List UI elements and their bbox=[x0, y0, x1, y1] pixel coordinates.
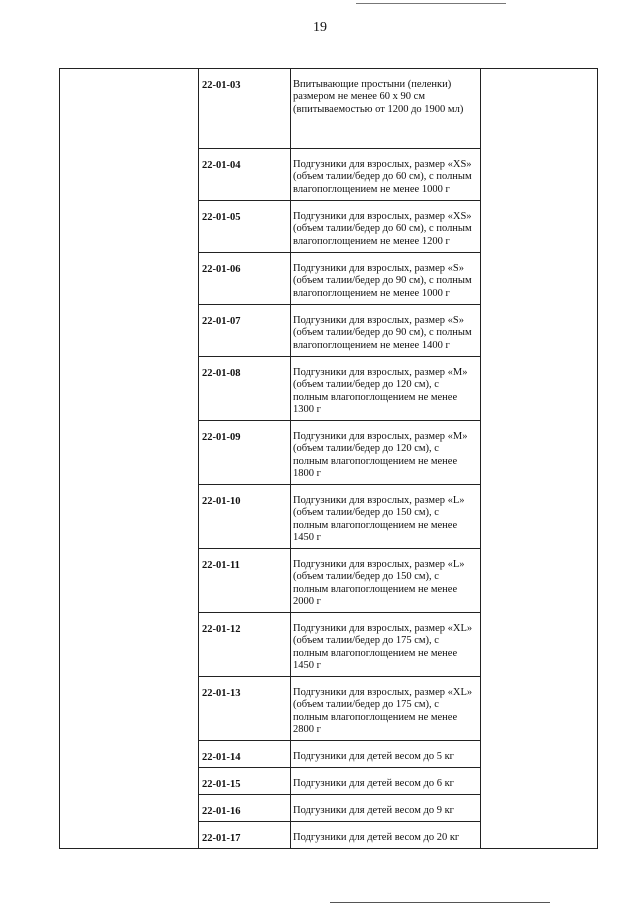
row-description: Подгузники для взрослых, размер «XL» (объем талии/бедер до 175 см), с полным влагопоглощением не менее 1450 г bbox=[291, 613, 481, 677]
scan-edge-line-top bbox=[356, 3, 506, 4]
row-description: Подгузники для взрослых, размер «S» (объем талии/бедер до 90 см), с полным влагопоглощением не менее 1000 г bbox=[291, 253, 481, 305]
left-empty-column bbox=[60, 69, 199, 849]
right-empty-column bbox=[481, 69, 598, 849]
row-code: 22-01-14 bbox=[199, 741, 291, 768]
row-description: Подгузники для взрослых, размер «M» (объем талии/бедер до 120 см), с полным влагопоглощением не менее 1800 г bbox=[291, 421, 481, 485]
row-code: 22-01-08 bbox=[199, 357, 291, 421]
scan-edge-line-bottom bbox=[330, 902, 550, 903]
row-code: 22-01-12 bbox=[199, 613, 291, 677]
row-code: 22-01-10 bbox=[199, 485, 291, 549]
row-code: 22-01-17 bbox=[199, 822, 291, 849]
row-description: Подгузники для взрослых, размер «L» (объем талии/бедер до 150 см), с полным влагопоглощением не менее 1450 г bbox=[291, 485, 481, 549]
row-code: 22-01-11 bbox=[199, 549, 291, 613]
row-code: 22-01-16 bbox=[199, 795, 291, 822]
row-description: Впитывающие простыни (пеленки) размером не менее 60 х 90 см (впитываемостью от 1200 до 1900 мл) bbox=[291, 69, 481, 149]
row-code: 22-01-07 bbox=[199, 305, 291, 357]
row-description: Подгузники для взрослых, размер «S» (объем талии/бедер до 90 см), с полным влагопоглощением не менее 1400 г bbox=[291, 305, 481, 357]
row-description: Подгузники для взрослых, размер «L» (объем талии/бедер до 150 см), с полным влагопоглощением не менее 2000 г bbox=[291, 549, 481, 613]
row-description: Подгузники для детей весом до 5 кг bbox=[291, 741, 481, 768]
row-description: Подгузники для взрослых, размер «XS» (объем талии/бедер до 60 см), с полным влагопоглощением не менее 1000 г bbox=[291, 149, 481, 201]
row-description: Подгузники для детей весом до 9 кг bbox=[291, 795, 481, 822]
row-code: 22-01-13 bbox=[199, 677, 291, 741]
row-description: Подгузники для детей весом до 20 кг bbox=[291, 822, 481, 849]
row-code: 22-01-05 bbox=[199, 201, 291, 253]
row-description: Подгузники для взрослых, размер «XS» (объем талии/бедер до 60 см), с полным влагопоглощением не менее 1200 г bbox=[291, 201, 481, 253]
table-row bbox=[60, 69, 598, 149]
product-code-table-body bbox=[60, 69, 598, 849]
row-code: 22-01-15 bbox=[199, 768, 291, 795]
row-code: 22-01-03 bbox=[199, 69, 291, 149]
product-code-table bbox=[59, 68, 598, 849]
page-number: 19 bbox=[313, 20, 327, 35]
row-code: 22-01-09 bbox=[199, 421, 291, 485]
row-code: 22-01-06 bbox=[199, 253, 291, 305]
row-description: Подгузники для взрослых, размер «XL» (объем талии/бедер до 175 см), с полным влагопоглощением не менее 2800 г bbox=[291, 677, 481, 741]
row-description: Подгузники для детей весом до 6 кг bbox=[291, 768, 481, 795]
row-description: Подгузники для взрослых, размер «M» (объем талии/бедер до 120 см), с полным влагопоглощением не менее 1300 г bbox=[291, 357, 481, 421]
row-code: 22-01-04 bbox=[199, 149, 291, 201]
